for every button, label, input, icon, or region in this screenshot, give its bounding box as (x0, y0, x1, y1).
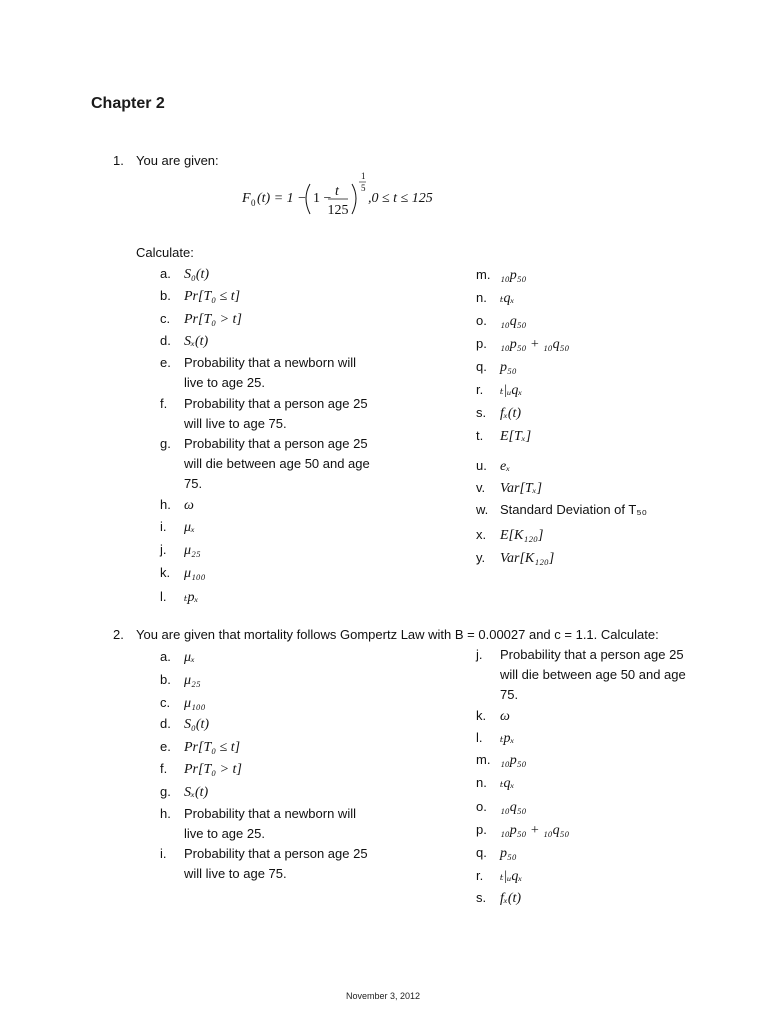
paren-right (352, 184, 356, 214)
q1-item-l: l. ₜpₓ (160, 589, 199, 605)
q1-item-d: d. Sₓ(t) (160, 333, 209, 349)
formula-inner-left: 1 − (313, 191, 332, 206)
q1-item-f: f. Probability that a person age 25 will live to age 75. (160, 396, 368, 431)
q2-prompt: You are given that mortality follows Gompertz Law with B = 0.00027 and c = 1.1. Calculate: (136, 627, 659, 642)
q2-item-a: a. μₓ (160, 649, 196, 665)
q1-item-b: b. Pr[T₀ ≤ t] (160, 288, 241, 304)
q1-item-a: a. S₀(t) (160, 266, 210, 282)
q2-item-s: s. fₓ(t) (476, 890, 522, 906)
q1-item-w: w. Standard Deviation of T₅₀ (476, 502, 647, 517)
q2-item-e: e. Pr[T₀ ≤ t] (160, 739, 241, 755)
q1-item-o: o. ₁₀q₅₀ (476, 313, 527, 329)
q1-item-u: u. eₓ (476, 458, 511, 474)
chapter-title: Chapter 2 (91, 95, 165, 112)
q2-item-d: d. S₀(t) (160, 716, 210, 732)
q2-item-q: q. p₅₀ (476, 845, 517, 861)
q1-item-m: m. ₁₀p₅₀ (476, 267, 527, 283)
q2-number: 2. (113, 627, 124, 642)
q1-item-n: n. ₜqₓ (476, 290, 515, 306)
q1-item-p: p. ₁₀p₅₀ + ₁₀q₅₀ (476, 336, 570, 352)
q2-item-j: j. Probability that a person age 25 will die between age 50 and age 75. (476, 647, 686, 702)
q2-item-b: b. μ₂₅ (160, 672, 201, 688)
q1-item-x: x. E[K₁₂₀] (476, 527, 544, 543)
q2-item-o: o. ₁₀q₅₀ (476, 799, 527, 815)
formula-frac-num: t (335, 184, 339, 199)
q2-item-i: i. Probability that a person age 25 will live to age 75. (160, 846, 368, 881)
q1-item-e: e. Probability that a newborn will live to age 25. (160, 355, 356, 390)
q1-item-h: h. ω (160, 497, 194, 513)
formula-domain: ,0 ≤ t ≤ 125 (368, 191, 433, 206)
q1-number: 1. (113, 153, 124, 168)
q2-item-m: m. ₁₀p₅₀ (476, 752, 527, 768)
q1-item-c: c. Pr[T₀ > t] (160, 311, 242, 327)
q2-item-g: g. Sₓ(t) (160, 784, 209, 800)
q2-item-h: h. Probability that a newborn will live to age 25. (160, 806, 356, 841)
q1-item-q: q. p₅₀ (476, 359, 517, 375)
q1-item-r: r. ₜ|ᵤqₓ (476, 382, 523, 398)
formula-exp-den: 5 (361, 183, 366, 193)
q2-item-k: k. ω (476, 708, 510, 724)
formula-lhs-sub: 0 (251, 198, 256, 208)
q2-item-l: l. ₜpₓ (476, 730, 515, 746)
q1-item-t: t. E[Tₓ] (476, 428, 532, 444)
q2-item-c: c. μ₁₀₀ (160, 695, 206, 711)
q1-formula (238, 168, 438, 224)
q2-item-p: p. ₁₀p₅₀ + ₁₀q₅₀ (476, 822, 570, 838)
page-footer-date: November 3, 2012 (346, 991, 421, 1001)
q2-item-n: n. ₜqₓ (476, 775, 515, 791)
q1-item-s: s. fₓ(t) (476, 405, 522, 421)
q2-item-r: r. ₜ|ᵤqₓ (476, 868, 523, 884)
q1-prompt: You are given: (136, 153, 219, 168)
formula-lhs-arg: (t) = 1 − (257, 191, 307, 206)
q1-item-k: k. μ₁₀₀ (160, 565, 206, 581)
formula-frac-den: 125 (327, 203, 349, 218)
q2-item-f: f. Pr[T₀ > t] (160, 761, 242, 777)
formula-exp-num: 1 (361, 171, 366, 181)
q1-item-g: g. Probability that a person age 25 will die between age 50 and age 75. (160, 436, 370, 491)
q1-item-i: i. μₓ (160, 519, 196, 535)
q1-calculate-label: Calculate: (136, 245, 194, 260)
q1-item-j: j. μ₂₅ (160, 542, 201, 558)
formula-lhs: F (242, 191, 251, 206)
q1-item-y: y. Var[K₁₂₀] (476, 550, 555, 566)
q1-item-v: v. Var[Tₓ] (476, 480, 543, 496)
